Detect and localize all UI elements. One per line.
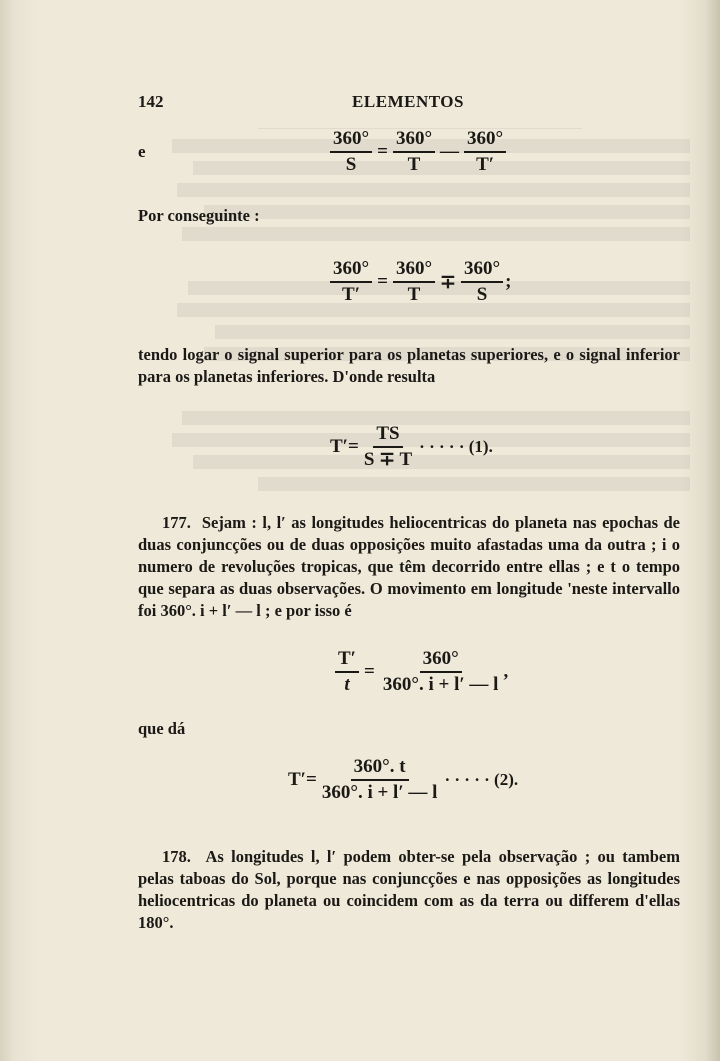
equation-a-lhs: $\frac{360^\circ}{S}$ xyxy=(330,128,372,176)
paragraph-177 xyxy=(138,512,680,622)
equation-1-lhs: T′= xyxy=(330,436,359,457)
equation-a xyxy=(138,128,680,176)
equation-1-label: · · · · · (1). xyxy=(419,437,493,456)
equation-a-term1: $\frac{360^\circ}{T}$ xyxy=(393,128,435,176)
equals-sign: = xyxy=(377,271,388,292)
text-que-da: que dá xyxy=(138,719,186,738)
equation-2 xyxy=(288,756,518,804)
equation-a-lead: e xyxy=(138,142,146,161)
equals-sign: = xyxy=(364,661,375,682)
minus-sign: — xyxy=(440,141,460,162)
paragraph-tendo-logar: tendo logar o signal superior para os planetas superiores, e o signal inferior para os planetas inferiores. D'onde resulta xyxy=(138,345,680,386)
page-number: 142 xyxy=(138,92,164,111)
equation-b-lhs: $\frac{360^\circ}{T'}$ xyxy=(330,258,372,306)
paragraph-177-text: Sejam : l, l′ as longitudes heliocentricas do planeta nas epochas de duas conjuncções ou de duas opposições muito afastadas uma da outra ; i o numero de revoluções tropicas, que têm decorrido entre ellas ; e t o tempo que separa as duas observações. O movimento em longitude 'neste intervallo foi 360°. i + l′ — l ; e por isso é xyxy=(138,513,680,620)
paragraph-178-text: As longitudes l, l′ podem obter-se pela observação ; ou tambem pelas taboas do Sol, porque nas conjuncções e nas opposições as longitudes heliocentricas do planeta ou coincidem com as da terra ou differem d'ellas 180°. xyxy=(138,847,680,932)
equation-b-term1: $\frac{360^\circ}{T}$ xyxy=(393,258,435,306)
equation-a-term2: $\frac{360^\circ}{T'}$ xyxy=(464,128,506,176)
equation-b xyxy=(328,258,511,306)
text-por-conseguinte: Por conseguinte : xyxy=(138,206,260,225)
running-title: ELEMENTOS xyxy=(352,92,464,111)
equation-2-lhs: T′= xyxy=(288,769,317,790)
page-header xyxy=(138,92,678,112)
equation-1 xyxy=(330,423,493,471)
equation-c xyxy=(333,648,508,696)
semicolon: ; xyxy=(505,271,512,292)
equation-2-fraction: $\frac{360^\circ. t}{360^\circ. i + l' — l}$ xyxy=(321,756,438,803)
equation-2-label: · · · · · (2). xyxy=(444,770,519,789)
paragraph-178-number: 178. xyxy=(162,847,191,866)
equation-1-fraction: $\frac{TS}{S \mp T}$ xyxy=(363,423,413,470)
equation-c-rhs: $\frac{360^\circ}{360^\circ. i + l' — l}$ xyxy=(382,648,499,695)
paragraph-177-number: 177. xyxy=(162,513,191,532)
paragraph-178 xyxy=(138,846,680,934)
equation-b-term2: $\frac{360^\circ}{S}$ xyxy=(461,258,503,306)
minus-plus-sign: ∓ xyxy=(440,271,456,293)
equation-c-lhs: $\frac{T'}{t}$ xyxy=(335,648,359,696)
equals-sign: = xyxy=(377,141,388,162)
comma: , xyxy=(503,661,509,682)
